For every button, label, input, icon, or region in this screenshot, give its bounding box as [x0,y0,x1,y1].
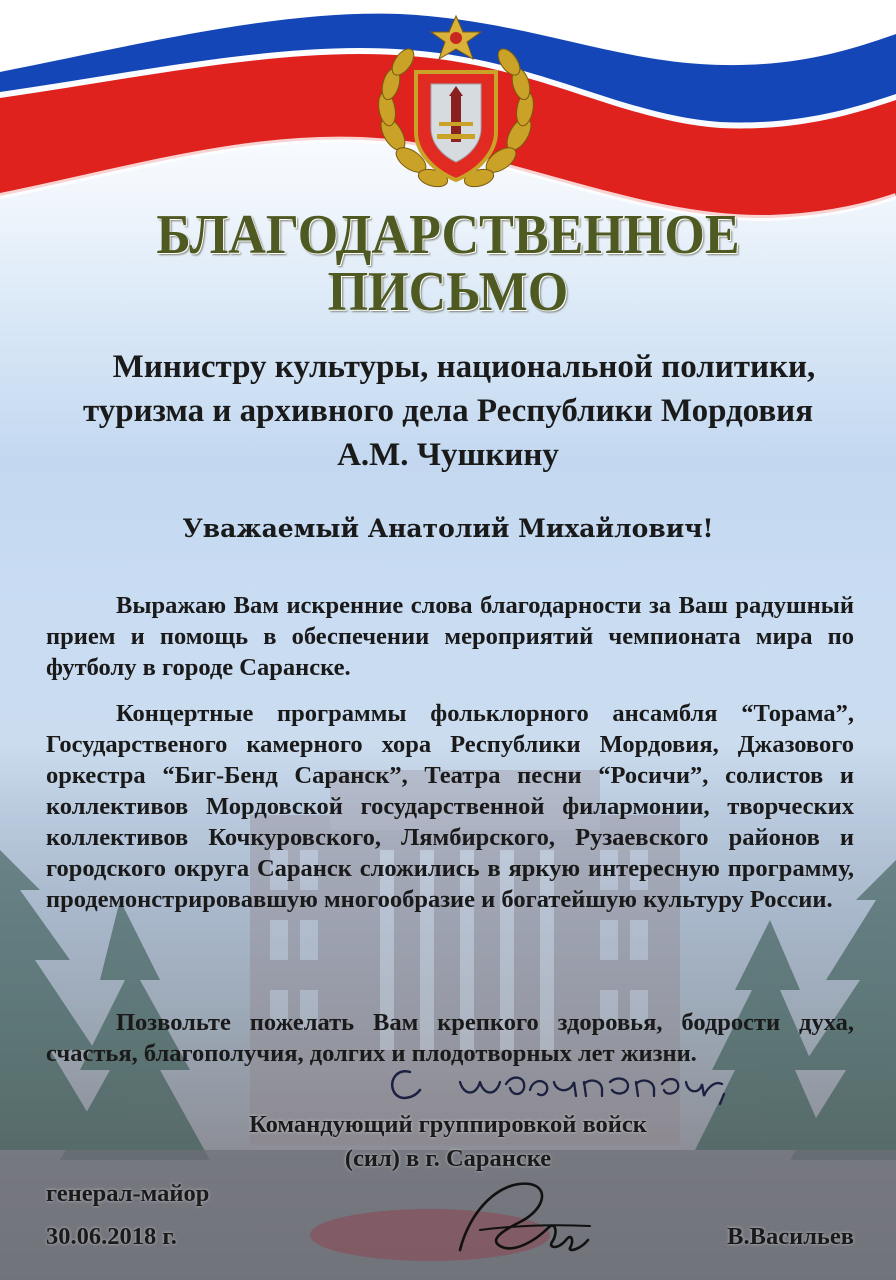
signatory-name: В.Васильев [727,1223,854,1250]
body-paragraph-1: Выражаю Вам искренние слова благодарности за Ваш радушный прием и помощь в обеспечении мероприятий чемпионата мира по футболу в городе Саранске. [46,592,854,681]
addressee-name: А.М. Чушкину [337,437,559,473]
addressee-line2: туризма и архивного дела Республики Мордовия [82,393,814,429]
document-title-line1: БЛАГОДАРСТВЕННОЕ [156,204,740,266]
signatory-position-line1: Командующий группировкой войск [249,1111,647,1138]
military-emblem-icon [371,14,541,194]
signatory-position-line2: (сил) в г. Саранске [344,1145,552,1172]
greeting: Уважаемый Анатолий Михайлович! [182,514,714,543]
handwritten-closing [380,1060,740,1110]
body-paragraph-3: Позвольте пожелать Вам крепкого здоровья, бодрости духа, счастья, благополучия, долгих и плодотворных лет жизни. [46,1009,854,1067]
signature-icon [440,1170,600,1260]
letter-date: 30.06.2018 г. [46,1223,177,1250]
signatory-rank: генерал-майор [46,1180,210,1207]
addressee-line1: Министру культуры, национальной политики, [112,349,816,385]
body-paragraph-2: Концертные программы фольклорного ансамбля “Торама”, Государственого камерного хора Республики Мордовия, Джазового оркестра “Биг-Бенд Саранск”, Театра песни “Росичи”, солистов и коллективов Мордовской государственной филармонии, творческих коллективов Кочкуровского, Лямбирского, Рузаевского районов и городского округа Саранск сложились в яркую интересную программу, продемонстрировавшую многообразие и богатейшую культуру России. [46,700,854,913]
document-title-line2: ПИСЬМО [327,261,569,323]
